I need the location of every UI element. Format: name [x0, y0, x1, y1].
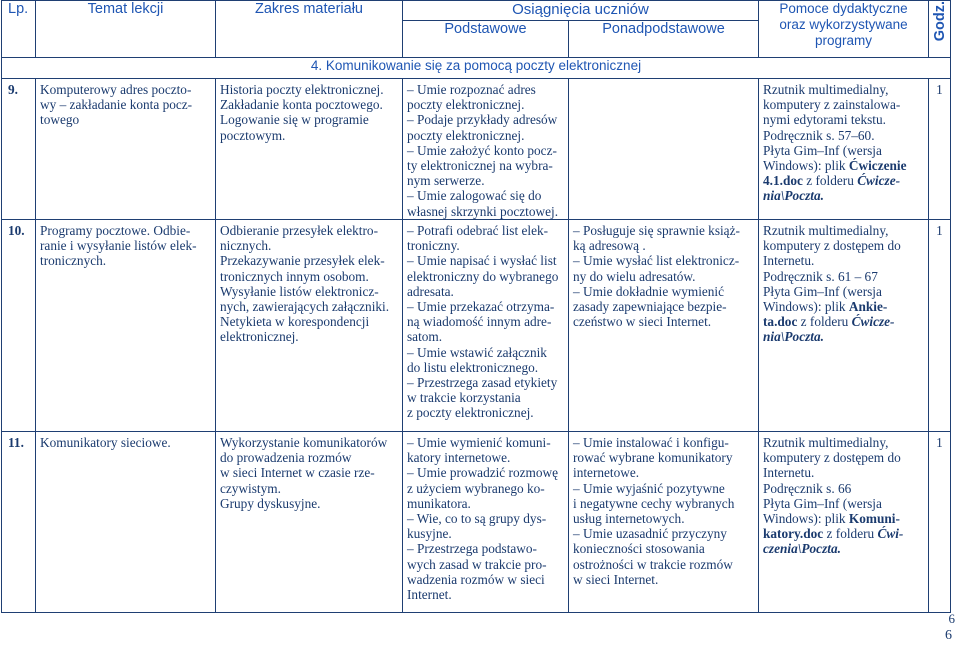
lesson-topic	[36, 79, 216, 220]
podstawowe-line: ty elektronicznej na wybra-	[407, 158, 553, 174]
zakres-line: Wykorzystanie komunikatorów	[220, 435, 388, 450]
pomoce-text: Rzutnik multimedialny,	[763, 223, 889, 238]
lesson-row	[2, 220, 951, 432]
ponad-line: ką adresową .	[573, 238, 646, 254]
header-pomoce: Pomoce dydaktyczne oraz wykorzystywane programy	[759, 1, 929, 58]
pomoce-line	[763, 314, 924, 329]
pomoce-line	[763, 97, 924, 112]
lesson-hours	[929, 220, 951, 432]
pomoce-line	[763, 496, 924, 511]
teaching-aids	[759, 432, 929, 613]
zakres-line: Przekazywanie przesyłek elek-	[220, 253, 385, 269]
zakres-line: pocztowym.	[220, 127, 286, 143]
zakres-line: Logowanie się w programie	[220, 112, 369, 128]
lesson-hours-text: 1	[936, 82, 943, 97]
pomoce-file-name: katory.doc	[763, 526, 824, 542]
zakres-line: nych, zawierających załączniki.	[220, 299, 390, 315]
header-temat: Temat lekcji	[36, 1, 216, 58]
basic-achievements	[403, 220, 569, 432]
podstawowe-line: – Umie wymienić komuni-	[407, 435, 551, 450]
podstawowe-line: – Podaje przykłady adresów	[407, 112, 558, 128]
podstawowe-line: z poczty elektronicznej.	[407, 405, 534, 421]
pomoce-line	[763, 188, 924, 203]
pomoce-line	[763, 253, 924, 268]
podstawowe-line: poczty elektronicznej.	[407, 127, 525, 143]
podstawowe-line: z użyciem wybranego ko-	[407, 480, 545, 496]
pomoce-line	[763, 284, 924, 299]
pomoce-text: Podręcznik s. 57–60.	[763, 127, 875, 143]
lesson-hours-text: 1	[936, 223, 943, 238]
pomoce-text: Płyta Gim–Inf (wersja	[763, 283, 882, 299]
temat-line: Komunikatory sieciowe.	[40, 435, 171, 450]
podstawowe-line: – Umie założyć konto pocz-	[407, 142, 557, 158]
lesson-number	[2, 79, 36, 220]
podstawowe-line: – Wie, co to są grupy dys-	[407, 511, 547, 527]
advanced-achievements	[569, 432, 759, 613]
pomoce-line	[763, 223, 924, 238]
lesson-scope	[216, 220, 403, 432]
pomoce-line	[763, 238, 924, 253]
header-ponadpodstawowe: Ponadpodstawowe	[569, 21, 759, 58]
advanced-achievements	[569, 220, 759, 432]
header-zakres: Zakres materiału	[216, 1, 403, 58]
podstawowe-line: własnej skrzynki pocztowej.	[407, 203, 559, 219]
pomoce-line	[763, 541, 924, 556]
ponad-line: ny do wielu adresatów.	[573, 268, 696, 284]
lesson-number-text: 9.	[8, 82, 18, 97]
teaching-aids	[759, 79, 929, 220]
podstawowe-line: nym serwerze.	[407, 173, 485, 189]
zakres-line: Historia poczty elektronicznej.	[220, 82, 384, 97]
ponad-line: usług internetowych.	[573, 511, 685, 527]
pomoce-file-name: 4.1.doc	[763, 173, 803, 189]
ponad-line: – Umie dokładnie wymienić	[573, 283, 725, 299]
temat-line: towego	[40, 112, 80, 128]
pomoce-line	[763, 526, 924, 541]
zakres-line: czywistym.	[220, 480, 281, 496]
header-podstawowe: Podstawowe	[403, 21, 569, 58]
pomoce-line	[763, 112, 924, 127]
pomoce-line	[763, 143, 924, 158]
header-lp: Lp.	[2, 1, 36, 58]
podstawowe-line: – Przestrzega podstawo-	[407, 541, 537, 557]
podstawowe-line: katory internetowe.	[407, 450, 511, 466]
ponad-line: rować wybrane komunikatory	[573, 450, 733, 466]
basic-achievements	[403, 432, 569, 613]
pomoce-text: Rzutnik multimedialny,	[763, 82, 889, 97]
podstawowe-line: elektroniczny do wybranego	[407, 268, 559, 284]
pomoce-line	[763, 435, 924, 450]
podstawowe-line: do listu elektronicznego.	[407, 359, 539, 375]
pomoce-text: Windows): plik	[763, 511, 849, 527]
podstawowe-line: poczty elektronicznej.	[407, 97, 525, 113]
pomoce-folder: Ćwicze-	[857, 173, 901, 189]
podstawowe-line: adresata.	[407, 283, 454, 299]
pomoce-line	[763, 465, 924, 480]
zakres-line: w sieci Internet w czasie rze-	[220, 465, 375, 481]
temat-line: tronicznych.	[40, 253, 107, 269]
lesson-number-text: 11.	[8, 435, 24, 450]
pomoce-folder: Ćwi-	[877, 526, 904, 542]
pomoce-file-name: Ćwiczenie	[848, 158, 907, 174]
podstawowe-line: troniczny.	[407, 238, 460, 254]
pomoce-file-name: Komuni-	[848, 511, 900, 527]
pomoce-line	[763, 158, 924, 173]
pomoce-text: z folderu	[823, 526, 878, 542]
pomoce-line	[763, 511, 924, 526]
podstawowe-line: ną wiadomość innym adre-	[407, 314, 552, 330]
podstawowe-line: Internet.	[407, 587, 452, 603]
lesson-row	[2, 79, 951, 220]
podstawowe-line: – Umie napisać i wysłać list	[407, 253, 557, 269]
header-godz: Godz.	[929, 1, 951, 58]
header-osiagniecia: Osiągnięcia uczniów	[403, 1, 759, 21]
podstawowe-line: satom.	[407, 329, 443, 345]
temat-line: wy – zakładanie konta pocz-	[40, 97, 193, 113]
pomoce-text: Rzutnik multimedialny,	[763, 435, 889, 450]
pomoce-line	[763, 128, 924, 143]
pomoce-text: Podręcznik s. 66	[763, 480, 852, 496]
lesson-scope	[216, 79, 403, 220]
zakres-line: tronicznych innym osobom.	[220, 268, 369, 284]
podstawowe-line: wych zasad w trakcie pro-	[407, 556, 547, 572]
pomoce-text: Windows): plik	[763, 299, 849, 315]
pomoce-text: z folderu	[802, 173, 858, 189]
ponad-line: konieczności stosowania	[573, 541, 705, 557]
pomoce-folder: czenia\Poczta.	[763, 541, 841, 557]
lesson-number-text: 10.	[8, 223, 25, 238]
pomoce-line	[763, 82, 924, 97]
podstawowe-line: munikatora.	[407, 495, 471, 511]
temat-line: Komputerowy adres poczto-	[40, 82, 192, 97]
lesson-hours	[929, 79, 951, 220]
pomoce-text: z folderu	[797, 314, 852, 330]
pomoce-folder: Ćwicze-	[851, 314, 895, 330]
pomoce-line	[763, 329, 924, 344]
lesson-number	[2, 432, 36, 613]
pomoce-line	[763, 173, 924, 188]
curriculum-table	[1, 0, 951, 625]
ponad-line: w sieci Internet.	[573, 571, 659, 587]
pomoce-folder: nia\Poczta.	[763, 329, 824, 345]
zakres-line: Odbieranie przesyłek elektro-	[220, 223, 379, 238]
table-footer-row	[2, 613, 951, 626]
lesson-hours-text: 1	[936, 435, 943, 450]
advanced-achievements	[569, 79, 759, 220]
ponad-line: – Posługuje się sprawnie książ-	[573, 223, 740, 238]
pomoce-text: Internetu.	[763, 465, 815, 481]
pomoce-text: nymi edytorami tekstu.	[763, 112, 886, 128]
pomoce-file-name: ta.doc	[763, 314, 798, 330]
lesson-topic	[36, 220, 216, 432]
podstawowe-line: – Umie zalogować się do	[407, 188, 542, 204]
pomoce-line	[763, 299, 924, 314]
zakres-line: Wysyłanie listów elektronicz-	[220, 283, 379, 299]
table-footer-cell	[2, 613, 951, 626]
zakres-line: elektronicznej.	[220, 329, 299, 345]
ponad-line: – Umie wyjaśnić pozytywne	[573, 480, 725, 496]
lesson-scope	[216, 432, 403, 613]
pomoce-text: Płyta Gim–Inf (wersja	[763, 495, 882, 511]
pomoce-line	[763, 269, 924, 284]
podstawowe-line: – Przestrzega zasad etykiety	[407, 375, 558, 391]
podstawowe-line: – Umie wstawić załącznik	[407, 344, 547, 360]
ponad-line: ostrożności w trakcie rozmów	[573, 556, 733, 572]
ponad-line: – Umie uzasadnić przyczyny	[573, 526, 727, 542]
ponad-line: i negatywne cechy wybranych	[573, 495, 735, 511]
ponad-line: internetowe.	[573, 465, 640, 481]
lesson-topic	[36, 432, 216, 613]
podstawowe-line: wadzenia rozmów w sieci	[407, 571, 545, 587]
pomoce-text: Internetu.	[763, 253, 815, 269]
pomoce-folder: nia\Poczta.	[763, 188, 824, 204]
zakres-line: Grupy dyskusyjne.	[220, 495, 321, 511]
pomoce-text: Windows): plik	[763, 158, 849, 174]
pomoce-file-name: Ankie-	[848, 299, 888, 315]
zakres-line: Zakładanie konta pocztowego.	[220, 97, 383, 113]
pomoce-line	[763, 450, 924, 465]
lesson-row	[2, 432, 951, 613]
section-title: 4. Komunikowanie się za pomocą poczty elektronicznej	[2, 58, 951, 79]
ponad-line: zasady zapewniające bezpie-	[573, 299, 727, 315]
ponad-line: – Umie instalować i konfigu-	[573, 435, 729, 450]
podstawowe-line: w trakcie korzystania	[407, 390, 521, 406]
ponad-line: czeństwo w sieci Internet.	[573, 314, 712, 330]
podstawowe-line: – Umie prowadzić rozmowę	[407, 465, 559, 481]
pomoce-text: Płyta Gim–Inf (wersja	[763, 142, 882, 158]
zakres-line: Netykieta w korespondencji	[220, 314, 370, 330]
zakres-line: nicznych.	[220, 238, 272, 254]
page-number: 6	[945, 628, 952, 643]
lesson-number	[2, 220, 36, 432]
temat-line: ranie i wysyłanie listów elek-	[40, 238, 197, 254]
zakres-line: do prowadzenia rozmów	[220, 450, 352, 466]
temat-line: Programy pocztowe. Odbie-	[40, 223, 191, 238]
podstawowe-line: – Umie rozpoznać adres	[407, 82, 536, 97]
lesson-hours	[929, 432, 951, 613]
pomoce-text: komputery z dostępem do	[763, 238, 901, 254]
teaching-aids	[759, 220, 929, 432]
table-page-number: 6	[948, 611, 955, 626]
podstawowe-line: – Potrafi odebrać list elek-	[407, 223, 549, 238]
pomoce-text: Podręcznik s. 61 – 67	[763, 268, 878, 284]
podstawowe-line: – Umie przekazać otrzyma-	[407, 299, 555, 315]
pomoce-text: komputery z dostępem do	[763, 450, 901, 466]
podstawowe-line: kusyjne.	[407, 526, 452, 542]
pomoce-line	[763, 481, 924, 496]
ponad-line: – Umie wysłać list elektronicz-	[573, 253, 740, 269]
pomoce-text: komputery z zainstalowa-	[763, 97, 901, 113]
basic-achievements	[403, 79, 569, 220]
